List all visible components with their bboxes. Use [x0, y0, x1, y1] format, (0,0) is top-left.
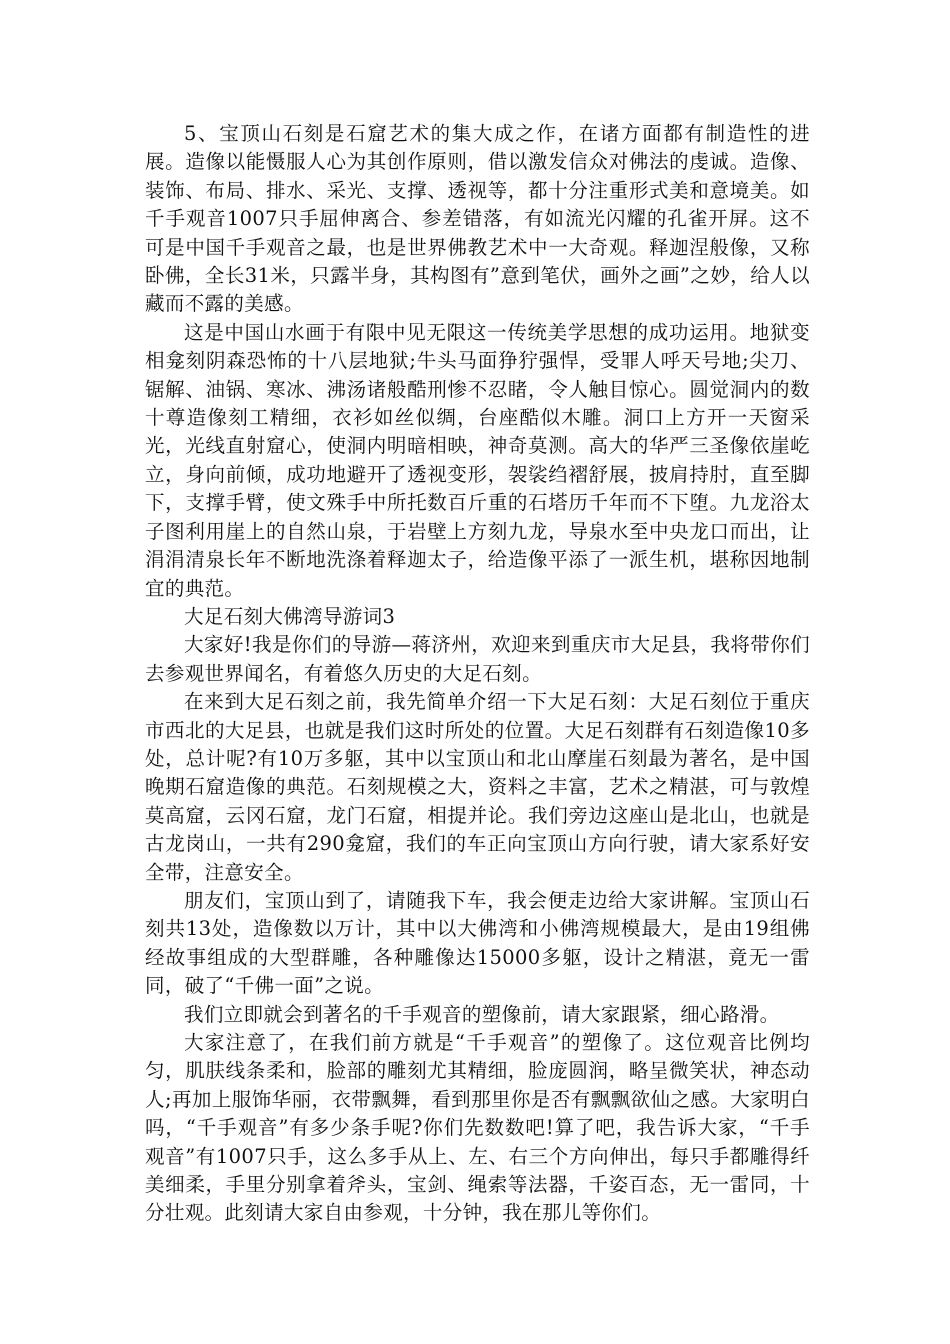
paragraph-1: 5、宝顶山石刻是石窟艺术的集大成之作，在诸方面都有制造性的进展。造像以能慑服人心为其创作原则，借以激发信众对佛法的虔诚。造像、装饰、布局、排水、采光、支撑、透视等，都十分注重形式美和意境美。如千手观音1007只手屈伸离合、参差错落，有如流光闪耀的孔雀开屏。这不可是中国千手观音之最，也是世界佛教艺术中一大奇观。释迦涅般像，又称卧佛，全长31米，只露半身，其构图有”意到笔伏，画外之画”之妙，给人以藏而不露的美感。: [145, 122, 810, 316]
document-page: [145, 120, 810, 1228]
paragraph-5: 朋友们，宝顶山到了，请随我下车，我会便走边给大家讲解。宝顶山石刻共13处，造像数以万计，其中以大佛湾和小佛湾规模最大，是由19组佛经故事组成的大型群雕，各种雕像达15000多躯，设计之精湛，竟无一雷同，破了“千佛一面”之说。: [145, 888, 810, 998]
paragraph-2: 这是中国山水画于有限中见无限这一传统美学思想的成功运用。地狱变相龛刻阴森恐怖的十八层地狱;牛头马面狰狞强悍，受罪人呼天号地;尖刀、锯解、油锅、寒冰、沸汤诸般酷刑惨不忍睹，令人触目惊心。圆觉洞内的数十尊造像刻工精细，衣衫如丝似绸，台座酷似木雕。洞口上方开一天窗采光，光线直射窟心，使洞内明暗相映，神奇莫测。高大的华严三圣像依崖屹立，身向前倾，成功地避开了透视变形，袈裟绉褶舒展，披肩持肘，直至脚下，支撑手臂，使文殊手中所托数百斤重的石塔历千年而不下堕。九龙浴太子图利用崖上的自然山泉，于岩壁上方刻九龙，导泉水至中央龙口而出，让涓涓清泉长年不断地洗涤着释迦太子，给造像平添了一派生机，堪称因地制宜的典范。: [145, 320, 810, 600]
paragraph-3: 大家好!我是你们的导游—蒋济州，欢迎来到重庆市大足县，我将带你们去参观世界闻名，有着悠久历史的大足石刻。: [145, 633, 810, 685]
paragraph-6: 我们立即就会到著名的千手观音的塑像前，请大家跟紧，细心路滑。: [184, 1002, 780, 1026]
paragraph-4: 在来到大足石刻之前，我先简单介绍一下大足石刻：大足石刻位于重庆市西北的大足县，也就是我们这时所处的位置。大足石刻群有石刻造像10多处，总计呢?有10万多躯，其中以宝顶山和北山摩崖石刻最为著名，是中国晚期石窟造像的典范。石刻规模之大，资料之丰富，艺术之精湛，可与敦煌莫高窟，云冈石窟，龙门石窟，相提并论。我们旁边这座山是北山，也就是古龙岗山，一共有290龛窟，我们的车正向宝顶山方向行驶，请大家系好安全带，注意安全。: [145, 690, 810, 884]
section-heading: 大足石刻大佛湾导游词3: [184, 604, 396, 628]
paragraph-7: 大家注意了，在我们前方就是“千手观音”的塑像了。这位观音比例均匀，肌肤线条柔和，脸部的雕刻尤其精细，脸庞圆润，略呈微笑状，神态动人;再加上服饰华丽，衣带飘舞，看到那里你是否有飘飘欲仙之感。大家明白吗，“千手观音”有多少条手呢?你们先数数吧!算了吧，我告诉大家，“千手观音”有1007只手，这么多手从上、左、右三个方向伸出，每只手都雕得纤美细柔，手里分别拿着斧头，宝剑、绳索等法器，千姿百态，无一雷同，十分壮观。此刻请大家自由参观，十分钟，我在那儿等你们。: [145, 1031, 810, 1225]
